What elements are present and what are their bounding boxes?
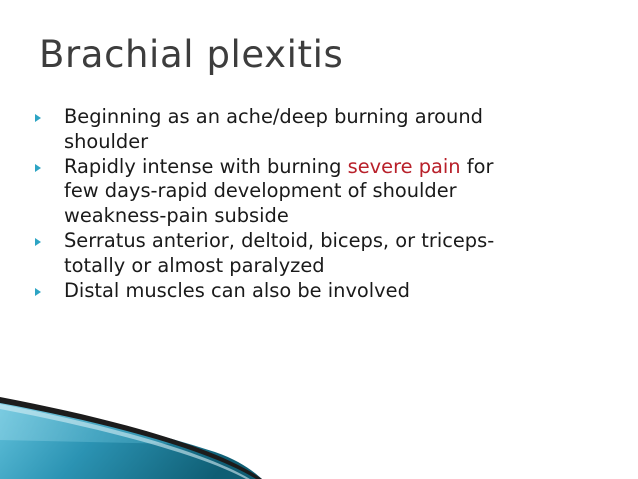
bullet-line: shoulder (64, 129, 149, 153)
bullet-list (34, 105, 614, 303)
bullet-line (64, 155, 614, 180)
bullet-line: Distal muscles can also be involved (64, 278, 410, 302)
bullet-item (34, 279, 614, 304)
bullet-arrow-icon (35, 238, 41, 246)
slide-title: Brachial plexitis (39, 33, 344, 76)
bullet-line: weakness-pain subside (64, 204, 289, 228)
bullet-line: totally or almost paralyzed (64, 253, 325, 277)
bullet-line: Beginning as an ache/deep burning around (64, 105, 483, 128)
bullet-line: Serratus anterior, deltoid, biceps, or triceps- (64, 228, 495, 252)
bullet-arrow-icon (35, 114, 41, 122)
bullet-arrow-icon (35, 288, 41, 296)
bullet-item (34, 155, 614, 229)
bullet-arrow-icon (35, 164, 41, 172)
bullet-text: Rapidly intense with burning (64, 154, 348, 178)
bullet-item (34, 105, 614, 155)
bullet-text: for (460, 154, 494, 178)
bullet-line: few days-rapid development of shoulder (64, 179, 457, 203)
highlighted-text: severe pain (347, 154, 461, 178)
bullet-item (34, 229, 614, 279)
